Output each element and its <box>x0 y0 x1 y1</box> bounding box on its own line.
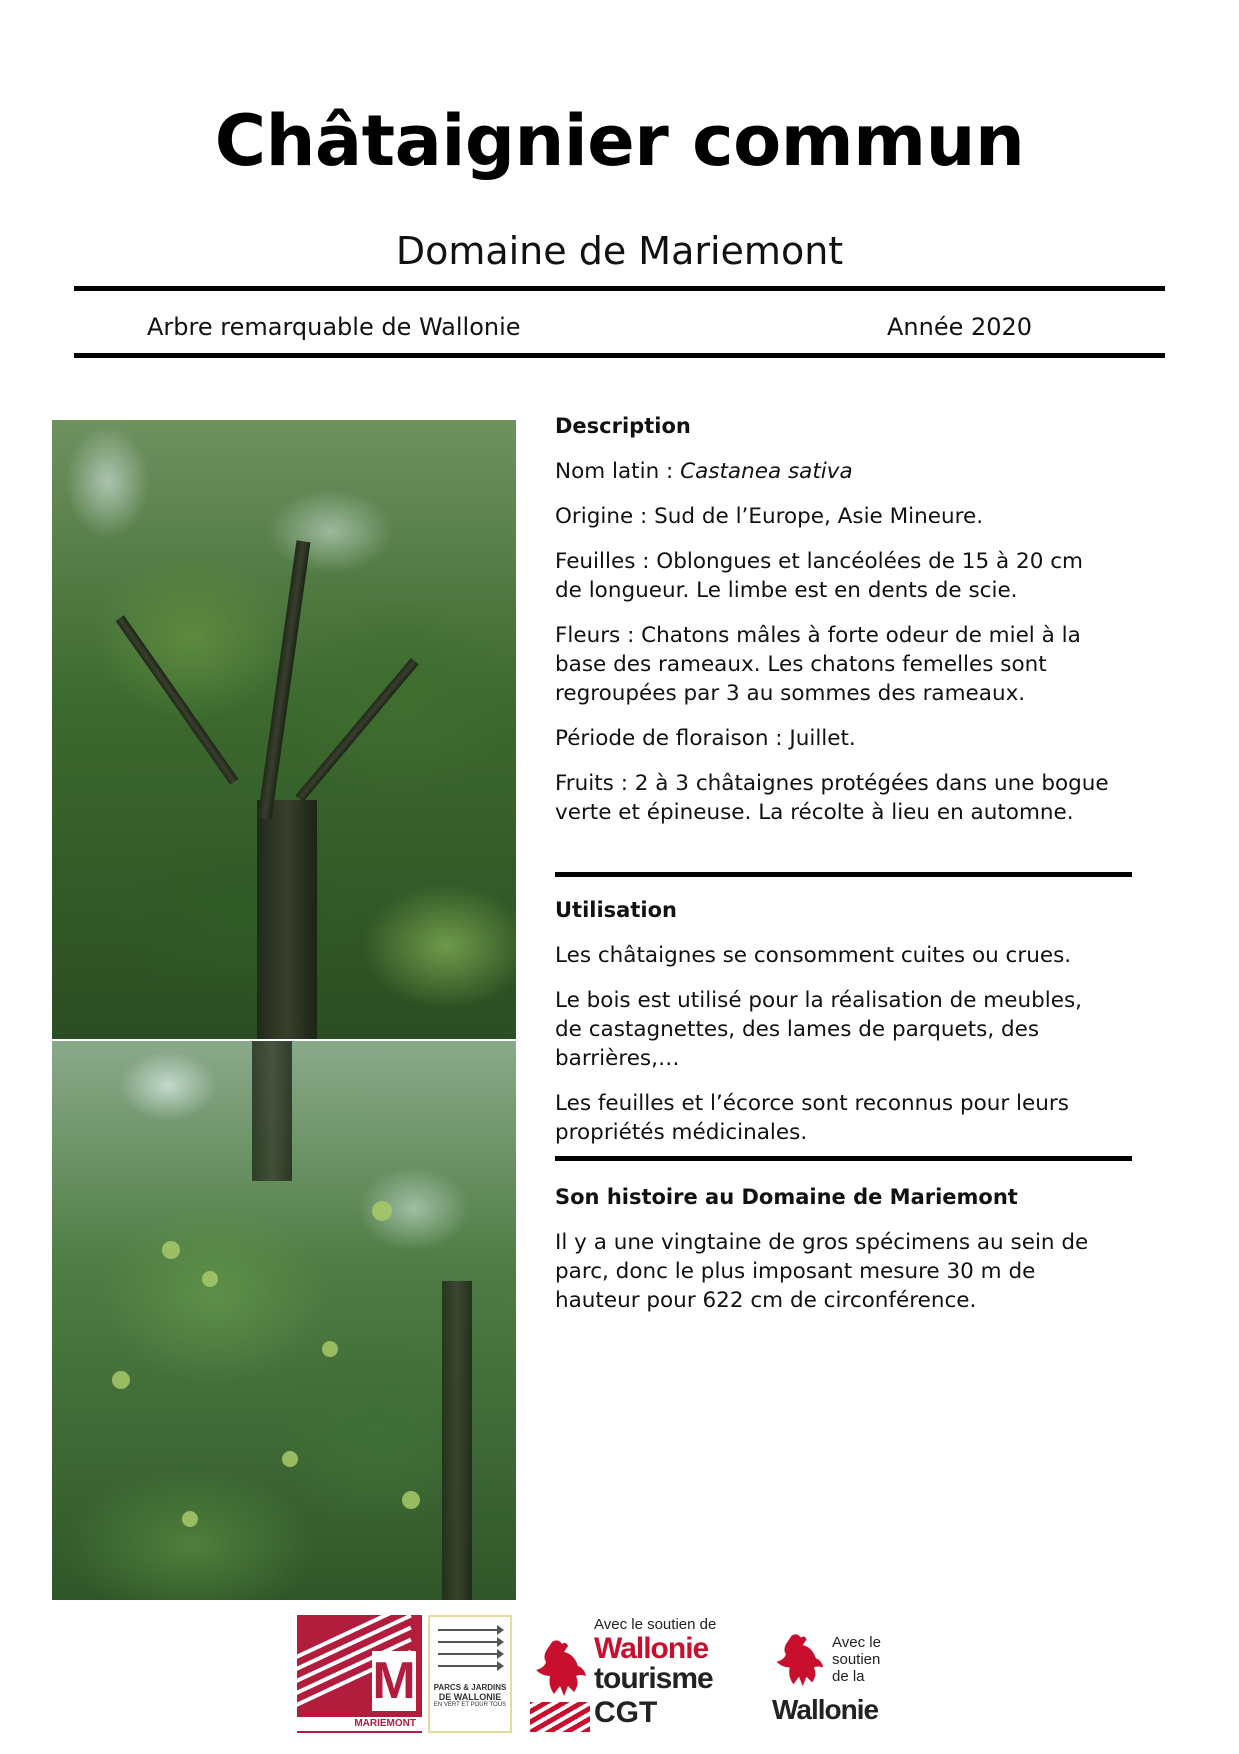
mariemont-logo <box>297 1615 422 1733</box>
usage-section <box>555 896 1115 1147</box>
page-title: Châtaignier commun <box>214 100 1025 182</box>
wallonie-logo-text: Avec le soutien de la <box>832 1634 881 1685</box>
page-subtitle: Domaine de Mariemont <box>395 229 844 273</box>
section-divider <box>555 1156 1132 1161</box>
header-bottom-divider <box>74 353 1165 358</box>
mariemont-logo-label: MARIEMONT <box>297 1717 422 1731</box>
origin-text: Origine : Sud de l’Europe, Asie Mineure. <box>555 504 984 529</box>
latin-name <box>555 457 1115 486</box>
latin-value: Castanea sativa <box>680 459 853 484</box>
wt-logo-small: Avec le soutien de <box>594 1616 717 1633</box>
fruits-text: Fruits : 2 à 3 châtaignes protégées dans une bogue verte et épineuse. La récolte à lieu en automne. <box>555 771 1109 825</box>
usage-text-3: Les feuilles et l’écorce sont reconnus pour leurs propriétés médicinales. <box>555 1091 1069 1145</box>
history-section <box>555 1183 1115 1315</box>
wallonie-tourisme-logo <box>528 1616 733 1734</box>
wt-logo-line2: tourisme <box>594 1662 713 1695</box>
parcs-jardins-logo <box>428 1615 512 1733</box>
rooster-icon <box>532 1638 588 1698</box>
history-heading: Son histoire au Domaine de Mariemont <box>555 1185 1018 1209</box>
wt-logo-line1: Wallonie <box>594 1632 709 1665</box>
usage-heading: Utilisation <box>555 898 677 922</box>
history-text: Il y a une vingtaine de gros spécimens au sein de parc, donc le plus imposant mesure 30 m de hauteur pour 622 cm de circonférence. <box>555 1230 1089 1313</box>
wallonie-logo-brand: Wallonie <box>772 1694 879 1725</box>
tagline-year: Année 2020 <box>887 313 1033 341</box>
latin-label: Nom latin : <box>555 459 681 484</box>
chestnut-foliage-photo <box>52 1041 516 1600</box>
tagline-left: Arbre remarquable de Wallonie <box>147 313 521 341</box>
leaves-text: Feuilles : Oblongues et lancéolées de 15 à 20 cm de longueur. Le limbe est en dents de scie. <box>555 549 1083 603</box>
description-section <box>555 412 1115 827</box>
tree-photo <box>52 420 516 1039</box>
top-divider <box>74 286 1165 291</box>
section-divider <box>555 872 1132 877</box>
description-heading: Description <box>555 414 691 438</box>
wallonie-logo <box>770 1628 910 1728</box>
cgt-stripes-icon <box>530 1702 590 1732</box>
parcs-logo-line2: DE WALLONIE <box>438 1692 502 1702</box>
usage-text-1: Les châtaignes se consomment cuites ou crues. <box>555 943 1072 968</box>
parcs-logo-line1: PARCS & JARDINS <box>433 1683 507 1692</box>
parcs-logo-line3: EN VERT ET POUR TOUS <box>433 1702 507 1708</box>
rooster-icon <box>772 1632 826 1688</box>
mariemont-logo-letter: M <box>372 1652 416 1710</box>
flowers-text: Fleurs : Chatons mâles à forte odeur de miel à la base des rameaux. Les chatons femelles sont regroupées par 3 au sommes des rameaux. <box>555 623 1081 706</box>
flowering-text: Période de floraison : Juillet. <box>555 726 856 751</box>
wt-logo-line3: CGT <box>594 1696 658 1729</box>
usage-text-2: Le bois est utilisé pour la réalisation de meubles, de castagnettes, des lames de parquets, des barrières,… <box>555 988 1082 1071</box>
